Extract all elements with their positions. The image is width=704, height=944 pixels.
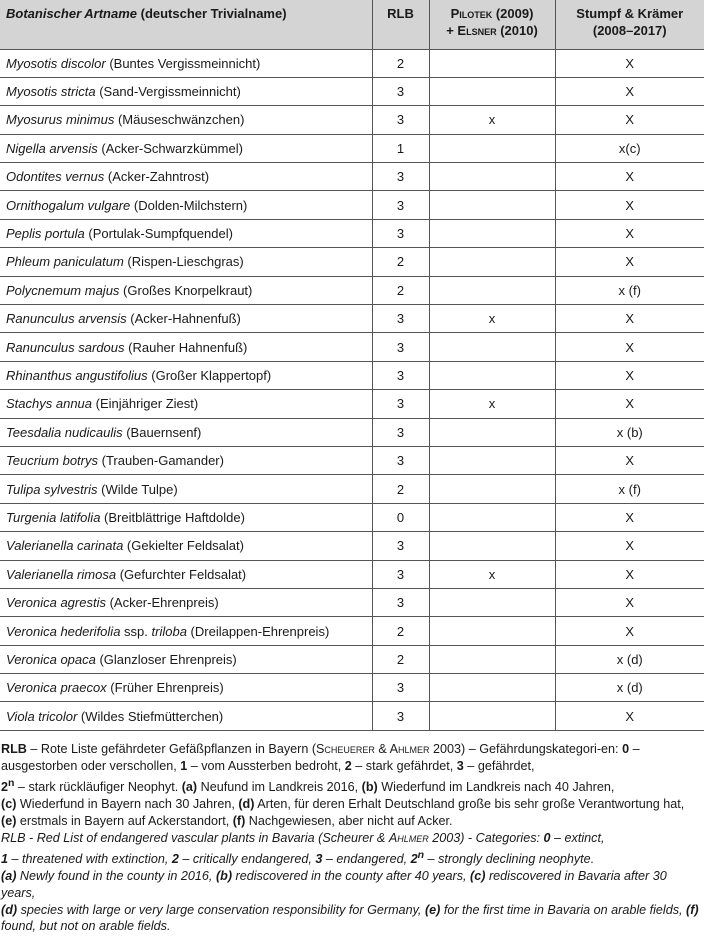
- rlb-cell: 3: [372, 305, 429, 333]
- note-de-rlb: RLB: [1, 742, 27, 756]
- notes-german: [1, 741, 703, 830]
- rlb-cell: 2: [372, 617, 429, 645]
- rlb-cell: 3: [372, 532, 429, 560]
- species-latin-name: Ranunculus sardous: [6, 339, 125, 355]
- note-de-cat: 2: [1, 780, 9, 794]
- species-latin-name: Peplis portula: [6, 226, 85, 242]
- stumpf-kraemer-cell: X: [555, 588, 704, 616]
- pilotek-elsner-cell: [429, 588, 555, 616]
- rlb-cell: 3: [372, 588, 429, 616]
- note-en-text: Newly found in the county in 2016,: [16, 868, 216, 883]
- header-latin-label: Botanischer Artname: [6, 6, 137, 21]
- species-latin-name: Polycnemum majus: [6, 282, 120, 298]
- species-cell: [0, 276, 372, 304]
- species-latin-name: Nigella arvensis: [6, 140, 98, 156]
- header-stumpf-kraemer: [555, 0, 704, 49]
- species-latin-name: Teesdalia nudicaulis: [6, 424, 123, 440]
- species-latin-name: Veronica agrestis: [6, 595, 106, 611]
- table-row: [0, 532, 704, 560]
- stumpf-kraemer-cell: X: [555, 333, 704, 361]
- pilotek-elsner-cell: [429, 248, 555, 276]
- note-de-cat: 3: [456, 758, 464, 773]
- stumpf-kraemer-cell: x (d): [555, 645, 704, 673]
- note-de-cat: 2: [344, 758, 352, 773]
- rlb-cell: 2: [372, 276, 429, 304]
- note-de-text: erstmals in Bayern auf Ackerstandort,: [16, 813, 233, 828]
- table-body: [0, 49, 704, 730]
- pilotek-elsner-cell: x: [429, 106, 555, 134]
- pilotek-elsner-cell: [429, 361, 555, 389]
- note-de-text: – vom Aussterben bedroht,: [187, 758, 345, 773]
- stumpf-kraemer-cell: X: [555, 617, 704, 645]
- stumpf-kraemer-cell: X: [555, 248, 704, 276]
- table-row: [0, 163, 704, 191]
- header-stumpf-line1: Stumpf & Krämer: [576, 6, 684, 21]
- stumpf-kraemer-cell: x (d): [555, 674, 704, 702]
- table-row: [0, 645, 704, 673]
- note-de-key: (a): [181, 780, 198, 794]
- note-en-text: found, but not on arable fields.: [1, 919, 171, 934]
- notes-english: [1, 830, 703, 936]
- species-latin-name: Ranunculus arvensis: [6, 311, 127, 327]
- species-latin-name: Valerianella carinata: [6, 538, 124, 554]
- pilotek-elsner-cell: [429, 49, 555, 77]
- stumpf-kraemer-cell: X: [555, 560, 704, 588]
- note-en-text: rediscovered in the county after 40 years,: [232, 868, 471, 883]
- note-en-key: (f): [686, 902, 699, 917]
- species-cell: [0, 390, 372, 418]
- table-row: [0, 305, 704, 333]
- pilotek-elsner-cell: [429, 77, 555, 105]
- note-de-text: 2003) – Gefährdungskategori-en:: [429, 742, 623, 756]
- note-en-text: – extinct,: [550, 830, 605, 845]
- table-row: [0, 248, 704, 276]
- species-common-name: (Bauernsenf): [122, 424, 202, 440]
- stumpf-kraemer-cell: X: [555, 305, 704, 333]
- rlb-cell: 3: [372, 219, 429, 247]
- note-en-author: Ahlmer: [388, 830, 429, 845]
- species-common-name: (Glanzloser Ehrenpreis): [95, 651, 237, 667]
- stumpf-kraemer-cell: X: [555, 106, 704, 134]
- species-common-name: (Sand-Vergissmeinnicht): [95, 84, 241, 100]
- species-subspecies-name: triloba: [151, 623, 187, 639]
- note-en-text: species with large or very large conservation responsibility for Germany,: [17, 902, 425, 917]
- species-cell: [0, 475, 372, 503]
- note-en-text: 2003) - Categories:: [428, 830, 544, 845]
- table-row: [0, 560, 704, 588]
- species-common-name: (Portulak-Sumpfquendel): [84, 226, 233, 242]
- pilotek-elsner-cell: [429, 674, 555, 702]
- note-de-key: (b): [361, 780, 378, 794]
- table-row: [0, 503, 704, 531]
- rlb-cell: 2: [372, 645, 429, 673]
- species-latin-name: Rhinanthus angustifolius: [6, 367, 148, 383]
- species-latin-name: Turgenia latifolia: [6, 509, 101, 525]
- header-row: [0, 0, 704, 49]
- species-cell: [0, 77, 372, 105]
- pilotek-elsner-cell: x: [429, 560, 555, 588]
- note-en-text: – endangered,: [322, 851, 411, 866]
- species-common-name: (Gefurchter Feldsalat): [116, 566, 247, 582]
- species-common-name: (Trauben-Gamander): [98, 453, 224, 469]
- stumpf-kraemer-cell: X: [555, 191, 704, 219]
- note-en-key: (e): [424, 902, 441, 917]
- species-common-name: (Dolden-Milchstern): [130, 197, 248, 213]
- species-cell: [0, 333, 372, 361]
- species-common-name: (Rispen-Lieschgras): [123, 254, 244, 270]
- note-en-key: (b): [215, 868, 233, 883]
- rlb-cell: 3: [372, 163, 429, 191]
- table-row: [0, 191, 704, 219]
- table-row: [0, 588, 704, 616]
- rlb-cell: 3: [372, 446, 429, 474]
- rlb-cell: 3: [372, 674, 429, 702]
- pilotek-elsner-cell: [429, 702, 555, 730]
- species-cell: [0, 134, 372, 162]
- note-en-text: – threatened with extinction,: [8, 851, 172, 866]
- stumpf-kraemer-cell: X: [555, 446, 704, 474]
- species-cell: [0, 446, 372, 474]
- stumpf-kraemer-cell: X: [555, 361, 704, 389]
- species-latin-name: Veronica praecox: [6, 680, 107, 696]
- note-de-cat: 0: [622, 742, 630, 756]
- header-species-name: [0, 0, 372, 49]
- species-common-name: (Wildes Stiefmütterchen): [77, 708, 224, 724]
- note-en-cat: 2: [171, 851, 179, 866]
- rlb-cell: 1: [372, 134, 429, 162]
- note-en-text: – strongly declining neophyte.: [424, 851, 595, 866]
- pilotek-elsner-cell: x: [429, 390, 555, 418]
- table-row: [0, 702, 704, 730]
- species-latin-name: Veronica opaca: [6, 651, 96, 667]
- species-latin-name: Myosotis discolor: [6, 55, 106, 71]
- note-de-text: Wiederfund in Bayern nach 30 Jahren,: [16, 796, 239, 811]
- species-latin-name: Odontites vernus: [6, 169, 105, 185]
- rlb-cell: 2: [372, 475, 429, 503]
- note-en-cat: 2: [410, 851, 418, 866]
- note-de-text: Arten, für deren Erhalt Deutschland große bis sehr große Verantwortung hat,: [254, 796, 685, 811]
- pilotek-elsner-cell: [429, 418, 555, 446]
- species-common-name: (Großes Knorpelkraut): [119, 282, 253, 298]
- species-common-name: ssp.: [120, 623, 152, 639]
- pilotek-elsner-cell: [429, 276, 555, 304]
- species-latin-name: Myosotis stricta: [6, 84, 96, 100]
- table-row: [0, 617, 704, 645]
- note-de-text: – stark gefährdet,: [351, 758, 457, 773]
- species-common-name: (Einjähriger Ziest): [92, 396, 199, 412]
- pilotek-elsner-cell: [429, 134, 555, 162]
- species-latin-name: Veronica hederifolia: [6, 623, 121, 639]
- note-en-cat: 1: [1, 851, 9, 866]
- species-common-name: (Rauher Hahnenfuß): [124, 339, 248, 355]
- pilotek-elsner-cell: [429, 532, 555, 560]
- species-cell: [0, 219, 372, 247]
- rlb-cell: 3: [372, 702, 429, 730]
- stumpf-kraemer-cell: X: [555, 532, 704, 560]
- rlb-cell: 3: [372, 191, 429, 219]
- note-de-text: Neufund im Landkreis 2016,: [197, 780, 362, 794]
- species-cell: [0, 361, 372, 389]
- table-row: [0, 674, 704, 702]
- rlb-cell: 3: [372, 333, 429, 361]
- stumpf-kraemer-cell: X: [555, 219, 704, 247]
- species-cell: [0, 106, 372, 134]
- species-common-name: (Früher Ehrenpreis): [106, 680, 224, 696]
- species-common-name: (Breitblättrige Haftdolde): [100, 509, 245, 525]
- stumpf-kraemer-cell: X: [555, 390, 704, 418]
- header-stumpf-line2: (2008–2017): [592, 23, 667, 38]
- stumpf-kraemer-cell: x (f): [555, 276, 704, 304]
- stumpf-kraemer-cell: x(c): [555, 134, 704, 162]
- note-en-key: (a): [1, 868, 17, 883]
- species-cell: [0, 702, 372, 730]
- header-pilotek-elsner: [429, 0, 555, 49]
- species-common-name: (Wilde Tulpe): [97, 481, 178, 497]
- note-en-key: (d): [1, 902, 18, 917]
- species-cell: [0, 532, 372, 560]
- species-latin-name: Phleum paniculatum: [6, 254, 124, 270]
- note-de-key: (e): [1, 813, 17, 828]
- note-de-text: – stark rückläufiger Neophyt.: [14, 780, 182, 794]
- species-common-name: (Gekielter Feldsalat): [123, 538, 244, 554]
- stumpf-kraemer-cell: x (b): [555, 418, 704, 446]
- species-latin-name: Myosurus minimus: [6, 112, 115, 128]
- table-row: [0, 333, 704, 361]
- table-row: [0, 106, 704, 134]
- species-common-name: (Dreilappen-Ehrenpreis): [186, 623, 330, 639]
- species-cell: [0, 49, 372, 77]
- note-en-key: (c): [470, 868, 486, 883]
- note-en-cat: 3: [315, 851, 323, 866]
- species-latin-name: Tulipa sylvestris: [6, 481, 98, 497]
- rlb-cell: 3: [372, 361, 429, 389]
- species-common-name: (Mäuseschwänzchen): [114, 112, 245, 128]
- note-de-key: (f): [232, 813, 246, 828]
- pilotek-elsner-cell: [429, 617, 555, 645]
- note-de-text: Wiederfund im Landkreis nach 40 Jahren,: [377, 780, 615, 794]
- species-latin-name: Ornithogalum vulgare: [6, 197, 131, 213]
- rlb-cell: 3: [372, 560, 429, 588]
- species-cell: [0, 617, 372, 645]
- header-common-label: (deutscher Trivialname): [137, 6, 287, 21]
- table-row: [0, 219, 704, 247]
- species-latin-name: Teucrium botrys: [6, 453, 98, 469]
- note-en-text: rediscovered in Bavaria after 30 years,: [1, 868, 667, 900]
- species-cell: [0, 305, 372, 333]
- species-common-name: (Großer Klappertopf): [147, 367, 272, 383]
- note-en-text: – critically endangered,: [178, 851, 316, 866]
- species-latin-name: Valerianella rimosa: [6, 566, 117, 582]
- rlb-cell: 2: [372, 49, 429, 77]
- pilotek-elsner-cell: [429, 191, 555, 219]
- note-de-text: – gefährdet,: [463, 758, 535, 773]
- species-latin-name: Stachys annua: [6, 396, 93, 412]
- table-row: [0, 276, 704, 304]
- table-row: [0, 134, 704, 162]
- species-cell: [0, 163, 372, 191]
- table-header: [0, 0, 704, 49]
- note-de-key: (c): [1, 796, 17, 811]
- rlb-cell: 2: [372, 248, 429, 276]
- stumpf-kraemer-cell: X: [555, 49, 704, 77]
- pilotek-elsner-cell: [429, 219, 555, 247]
- rlb-cell: 0: [372, 503, 429, 531]
- table-row: [0, 446, 704, 474]
- note-en-text: - Red List of endangered vascular plants in Bavaria (Scheurer &: [25, 830, 389, 845]
- species-cell: [0, 674, 372, 702]
- rlb-cell: 3: [372, 77, 429, 105]
- note-de-author: Scheuerer & Ahlmer: [316, 742, 430, 756]
- pilotek-elsner-cell: [429, 645, 555, 673]
- species-cell: [0, 588, 372, 616]
- species-latin-name: Viola tricolor: [6, 708, 78, 724]
- stumpf-kraemer-cell: X: [555, 702, 704, 730]
- note-de-key: (d): [238, 796, 255, 811]
- table-row: [0, 390, 704, 418]
- stumpf-kraemer-cell: x (f): [555, 475, 704, 503]
- species-common-name: (Buntes Vergissmeinnicht): [105, 55, 261, 71]
- note-en-text: RLB: [1, 830, 26, 845]
- rlb-cell: 3: [372, 390, 429, 418]
- pilotek-elsner-cell: x: [429, 305, 555, 333]
- note-en-cat: 0: [543, 830, 551, 845]
- species-common-name: (Acker-Hahnenfuß): [126, 311, 241, 327]
- note-de-sup: n: [8, 776, 15, 789]
- species-cell: [0, 560, 372, 588]
- note-de-text: – Rote Liste gefährdeter Gefäßpflanzen in Bayern (: [26, 742, 317, 756]
- pilotek-elsner-cell: [429, 163, 555, 191]
- header-pilotek-line1: Pilotek (2009): [450, 6, 534, 21]
- species-cell: [0, 503, 372, 531]
- pilotek-elsner-cell: [429, 503, 555, 531]
- table-row: [0, 49, 704, 77]
- note-de-text: Nachgewiesen, aber nicht auf Acker.: [245, 813, 453, 828]
- note-de-cat: 1: [180, 758, 188, 773]
- species-common-name: (Acker-Schwarzkümmel): [97, 140, 243, 156]
- table-row: [0, 418, 704, 446]
- note-en-sup: n: [417, 848, 425, 861]
- species-common-name: (Acker-Zahntrost): [104, 169, 210, 185]
- species-common-name: (Acker-Ehrenpreis): [105, 595, 219, 611]
- species-cell: [0, 248, 372, 276]
- note-de-text: – ausgestorben oder verschollen,: [1, 742, 640, 773]
- pilotek-elsner-cell: [429, 475, 555, 503]
- rlb-cell: 3: [372, 418, 429, 446]
- species-cell: [0, 645, 372, 673]
- rlb-cell: 3: [372, 106, 429, 134]
- table-row: [0, 361, 704, 389]
- stumpf-kraemer-cell: X: [555, 77, 704, 105]
- table-row: [0, 77, 704, 105]
- header-pilotek-line2: + Elsner (2010): [446, 23, 538, 38]
- header-rlb: RLB: [372, 0, 429, 49]
- table-row: [0, 475, 704, 503]
- species-cell: [0, 191, 372, 219]
- pilotek-elsner-cell: [429, 333, 555, 361]
- table-notes: [1, 741, 703, 935]
- stumpf-kraemer-cell: X: [555, 503, 704, 531]
- stumpf-kraemer-cell: X: [555, 163, 704, 191]
- note-en-text: for the first time in Bavaria on arable fields,: [440, 902, 687, 917]
- species-cell: [0, 418, 372, 446]
- pilotek-elsner-cell: [429, 446, 555, 474]
